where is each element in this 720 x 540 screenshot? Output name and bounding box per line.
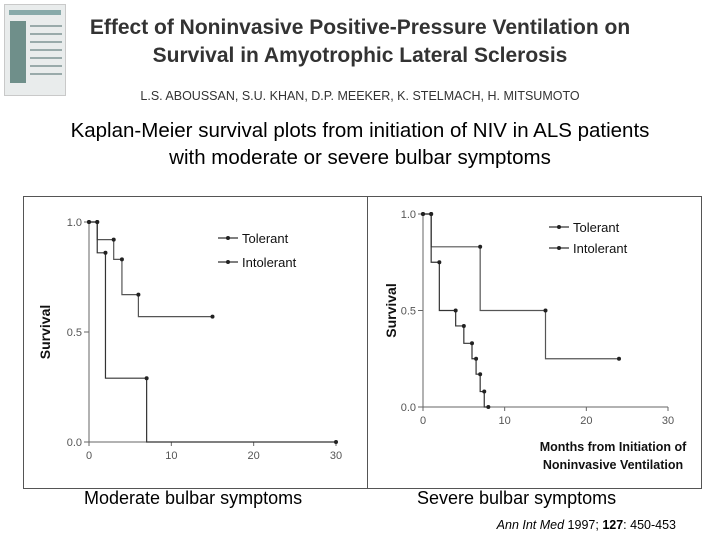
- caption-severe: Severe bulbar symptoms: [417, 488, 617, 508]
- x-tick-label: 0: [85, 450, 93, 462]
- series-point-intolerant: [482, 390, 486, 394]
- y-tick-label: 0.5: [400, 305, 416, 318]
- y-axis-label: Survival: [383, 283, 399, 338]
- series-line-intolerant: [89, 222, 336, 442]
- chart-moderate: [24, 197, 368, 488]
- series-point-intolerant: [103, 251, 107, 255]
- series-point-intolerant: [437, 260, 441, 264]
- slide-title-line-1: Effect of Noninvasive Positive-Pressure Ventilation on: [89, 16, 631, 39]
- series-point-tolerant: [136, 293, 140, 297]
- y-tick-label: 0.0: [400, 402, 416, 414]
- slide-subtitle-line-1: Kaplan-Meier survival plots from initiation of NIV in ALS patients: [70, 119, 650, 142]
- x-tick-label: 20: [247, 450, 260, 462]
- citation: [497, 518, 676, 532]
- series-point-tolerant: [478, 245, 482, 249]
- citation-journal: Ann Int Med: [496, 518, 565, 532]
- citation-year: 1997;: [564, 518, 603, 532]
- y-tick-label: 1.0: [66, 217, 82, 229]
- citation-volume: 127: [602, 518, 624, 532]
- chart-severe: [368, 197, 701, 488]
- series-point-intolerant: [470, 341, 474, 345]
- legend-label-tolerant: Tolerant: [242, 231, 289, 246]
- series-line-tolerant: [89, 222, 213, 317]
- citation-pages: : 450-453: [623, 518, 676, 532]
- caption-moderate: Moderate bulbar symptoms: [84, 488, 303, 508]
- series-point-intolerant: [334, 440, 338, 444]
- series-point-intolerant: [95, 220, 99, 224]
- slide-subtitle: [0, 117, 720, 171]
- y-axis-label: Survival: [37, 304, 53, 360]
- slide-subtitle-line-2: with moderate or severe bulbar symptoms: [169, 146, 551, 169]
- series-point-intolerant: [454, 309, 458, 313]
- slide-title: [0, 14, 720, 70]
- x-axis-label: Noninvasive Ventilation: [542, 458, 684, 472]
- series-point-intolerant: [145, 376, 149, 380]
- legend-label-intolerant: Intolerant: [242, 255, 297, 270]
- y-tick-label: 1.0: [400, 209, 416, 221]
- series-point-intolerant: [87, 220, 91, 224]
- authors: L.S. ABOUSSAN, S.U. KHAN, D.P. MEEKER, K. STELMACH, H. MITSUMOTO: [140, 89, 580, 103]
- series-point-intolerant: [478, 372, 482, 376]
- x-tick-label: 30: [661, 415, 675, 427]
- series-line-tolerant: [423, 214, 619, 359]
- x-tick-label: 30: [329, 450, 343, 462]
- slide-title-line-2: Survival in Amyotrophic Lateral Sclerosis: [152, 44, 568, 67]
- series-point-tolerant: [112, 238, 116, 242]
- x-tick-label: 10: [498, 415, 511, 427]
- series-point-intolerant: [486, 405, 490, 409]
- legend-marker-intolerant: [557, 246, 561, 250]
- legend-marker-tolerant: [557, 225, 561, 229]
- x-tick-label: 20: [580, 415, 593, 427]
- series-point-intolerant: [421, 212, 425, 216]
- chart-severe-panel: [367, 196, 702, 489]
- y-tick-label: 0.5: [66, 327, 82, 339]
- thumbnail-text-line: [30, 73, 62, 75]
- series-point-tolerant: [120, 257, 124, 261]
- series-point-intolerant: [474, 357, 478, 361]
- legend-marker-intolerant: [226, 260, 230, 264]
- y-tick-label: 0.0: [66, 437, 82, 449]
- series-point-tolerant: [211, 315, 215, 319]
- legend-label-tolerant: Tolerant: [573, 220, 620, 235]
- x-tick-label: 0: [419, 415, 427, 427]
- x-axis-label: Months from Initiation of: [539, 440, 687, 454]
- x-tick-label: 10: [165, 450, 178, 462]
- series-point-tolerant: [617, 357, 621, 361]
- series-point-intolerant: [462, 324, 466, 328]
- chart-moderate-panel: [23, 196, 369, 489]
- legend-label-intolerant: Intolerant: [573, 241, 628, 256]
- legend-marker-tolerant: [226, 236, 230, 240]
- series-point-intolerant: [429, 212, 433, 216]
- series-point-tolerant: [544, 309, 548, 313]
